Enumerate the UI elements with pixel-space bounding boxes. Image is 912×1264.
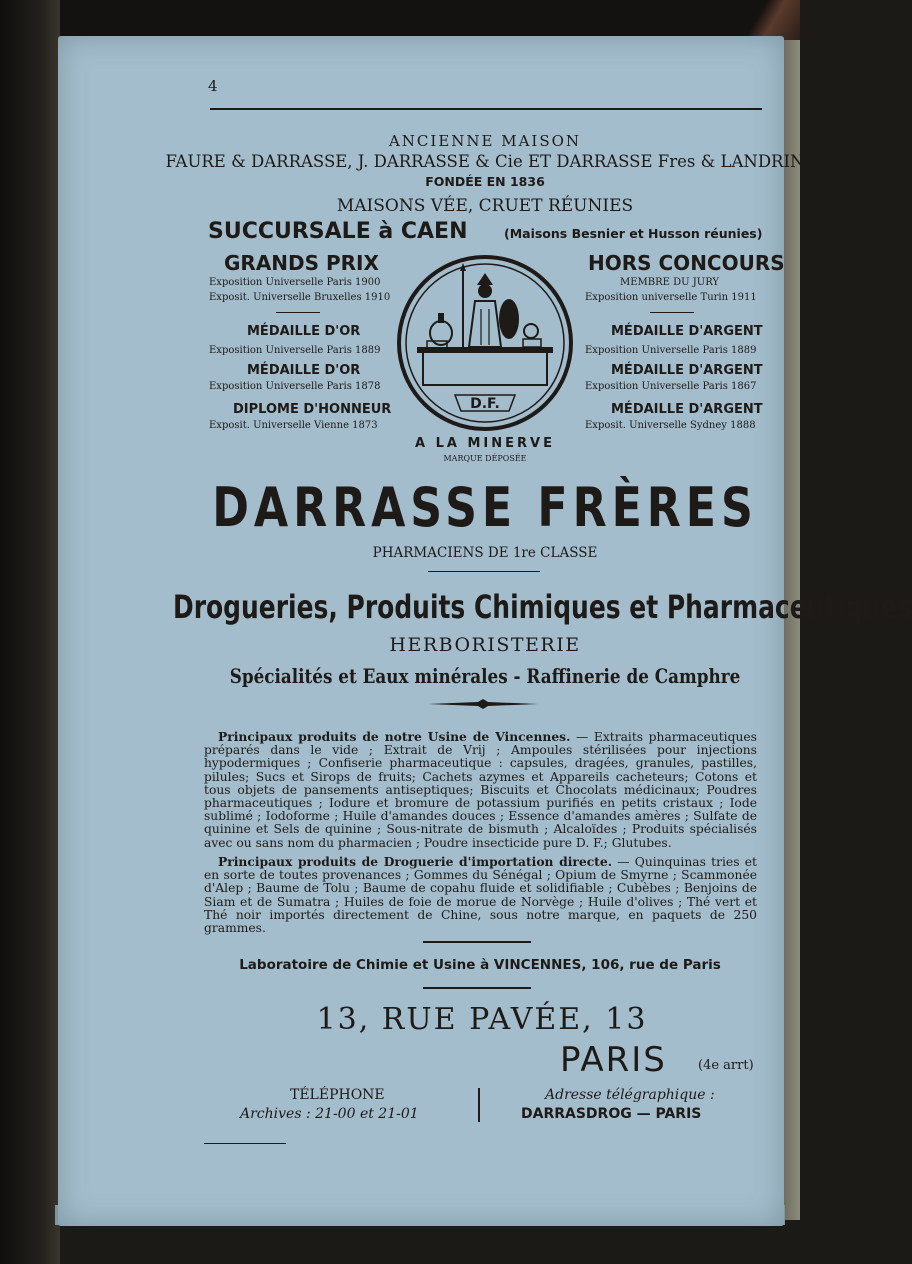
telegraph-label: Adresse télégraphique : <box>545 1087 715 1103</box>
succursale-note: (Maisons Besnier et Husson réunies) <box>504 226 763 241</box>
vincennes-products-paragraph <box>204 730 757 850</box>
hors-concours-line-1: MEMBRE DU JURY <box>620 277 720 288</box>
company-subtitle: PHARMACIENS DE 1re CLASSE <box>372 545 598 561</box>
left-medal-2-title: MÉDAILLE D'OR <box>247 363 361 378</box>
subtitle-rule <box>428 571 540 572</box>
right-medal-2-detail: Exposition Universelle Paris 1867 <box>585 381 757 392</box>
paragraph-1-lead: Principaux produits de notre Usine de Vincennes. <box>218 729 571 744</box>
background-strip <box>60 0 800 40</box>
right-medal-3-detail: Exposit. Universelle Sydney 1888 <box>585 420 756 431</box>
ornament-divider <box>428 699 538 709</box>
grands-prix-line-2: Exposit. Universelle Bruxelles 1910 <box>209 292 391 303</box>
left-awards-divider <box>276 312 320 313</box>
book-spine <box>0 0 60 1264</box>
emblem-initials: D.F. <box>470 396 500 412</box>
grands-prix-title: GRANDS PRIX <box>224 251 379 275</box>
right-medal-1-detail: Exposition Universelle Paris 1889 <box>585 345 757 356</box>
left-medal-3-title: DIPLOME D'HONNEUR <box>233 402 392 417</box>
paragraph-2-lead: Principaux produits de Droguerie d'importation directe. <box>218 854 612 869</box>
telegraph-value: DARRASDROG — PARIS <box>521 1106 702 1122</box>
herboristerie: HERBORISTERIE <box>389 634 581 656</box>
laboratory-rule <box>423 987 531 989</box>
left-medal-2-detail: Exposition Universelle Paris 1878 <box>209 381 381 392</box>
header-firm-names: FAURE & DARRASSE, J. DARRASSE & Cie ET DARRASSE Fres & LANDRIN <box>165 152 805 171</box>
arrondissement: (4e arrt) <box>698 1058 754 1073</box>
paragraph-1-text: — Extraits pharmaceutiques préparés dans le vide ; Extrait de Vrij ; Ampoules stérilisées pour injections hypodermiques ; Confiserie pharmaceutique : capsules, dragées, granules, pastilles, pilules; Sucs et Sirops de fruits; Cachets azymes et Appareils cacheteurs; Cotons et tous objets de pansements antiseptiques; Biscuits et Chocolats médicinaux; Poudres pharmaceutiques ; Iodure et bromure de potassium purifiés en petits cristaux ; Iode sublimé ; Iodoforme ; Huile d'amandes douces ; Essence d'amandes amères ; Sulfate de quinine et Sels de quinine ; Sous-nitrate de bismuth ; Alcaloïdes ; Produits spécialisés avec ou sans nom du pharmacien ; Poudre insecticide pure D. F.; Glutubes. <box>204 730 757 850</box>
paragraph-2-text: — Quinquinas tries et en sorte de toutes provenances ; Gommes du Sénégal ; Opium de Smyrne ; Scammonée d'Alep ; Baume de Tolu ; Baume de copahu fluide et solidifiable ; Cubèbes ; Benjoins de Siam et de Sumatra ; Huiles de foie de morue de Norvège ; Huile d'olives ; Thé vert et Thé noir importés directement de Chine, sous notre marque, en paquets de 250 grammes. <box>204 855 757 936</box>
header-ancienne-maison: ANCIENNE MAISON <box>388 132 582 150</box>
grands-prix-line-1: Exposition Universelle Paris 1900 <box>209 277 381 288</box>
header-maisons: MAISONS VÉE, CRUET RÉUNIES <box>336 196 634 216</box>
right-medal-1-title: MÉDAILLE D'ARGENT <box>611 324 763 339</box>
specialties-line: Spécialités et Eaux minérales - Raffinerie de Camphre <box>229 664 741 688</box>
laboratory-line: Laboratoire de Chimie et Usine à VINCENNES, 106, rue de Paris <box>239 957 721 973</box>
business-line: Drogueries, Produits Chimiques et Pharmaceutiques <box>173 588 912 626</box>
emblem-caption: A LA MINERVE <box>415 436 555 451</box>
header-founded: FONDÉE EN 1836 <box>425 174 545 189</box>
hors-concours-line-2: Exposition universelle Turin 1911 <box>585 292 757 303</box>
left-medal-1-title: MÉDAILLE D'OR <box>247 324 361 339</box>
emblem-subcaption: MARQUE DÉPOSÉE <box>443 454 527 463</box>
company-name: DARRASSE FRÈRES <box>212 476 758 539</box>
right-medal-2-title: MÉDAILLE D'ARGENT <box>611 363 763 378</box>
right-medal-3-title: MÉDAILLE D'ARGENT <box>611 402 763 417</box>
left-medal-1-detail: Exposition Universelle Paris 1889 <box>209 345 381 356</box>
contact-divider <box>478 1088 480 1122</box>
droguerie-products-paragraph <box>204 855 757 935</box>
bottom-rule <box>204 1143 286 1144</box>
right-awards-divider <box>650 312 694 313</box>
page-corner <box>730 0 800 40</box>
phone-label: TÉLÉPHONE <box>290 1087 385 1103</box>
city: PARIS <box>560 1040 667 1080</box>
hors-concours-title: HORS CONCOURS <box>588 251 785 275</box>
phone-value: Archives : 21-00 et 21-01 <box>240 1106 419 1122</box>
top-rule <box>210 108 762 110</box>
page-number: 4 <box>208 77 218 95</box>
street-address: 13, RUE PAVÉE, 13 <box>316 1002 648 1037</box>
next-page-edge <box>782 40 800 1220</box>
left-medal-3-detail: Exposit. Universelle Vienne 1873 <box>209 420 378 431</box>
succursale-caen: SUCCURSALE à CAEN <box>208 219 468 244</box>
minerva-emblem <box>397 255 573 431</box>
paragraph-rule <box>423 941 531 943</box>
